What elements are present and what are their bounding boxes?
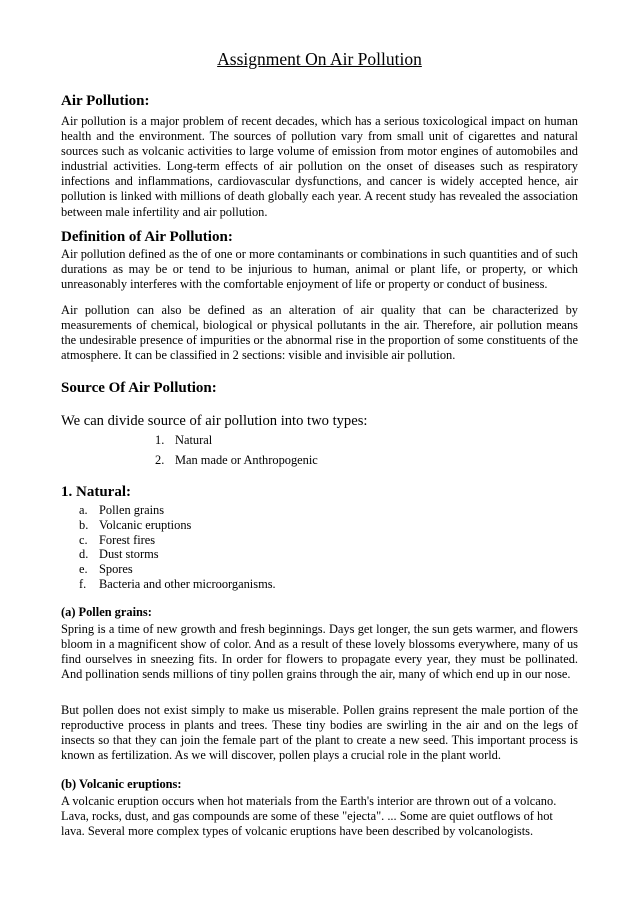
list-item: c. Forest fires	[79, 532, 156, 547]
heading-pollen-grains: (a) Pollen grains:	[61, 605, 152, 619]
heading-natural: 1. Natural:	[61, 484, 131, 500]
heading-air-pollution: Air Pollution:	[61, 93, 150, 109]
list-item: e. Spores	[79, 562, 133, 577]
natural-sources-list	[79, 503, 276, 592]
paragraph-pollen-1: Spring is a time of new growth and fresh beginnings. Days get longer, the sun gets warmer, and flowers bloom in a magnificent show of color. And as a result of these lovely blossoms everywhere, many of us find ourselves in sneezing fits. In order for flowers to propagate every year, they must be pollinated. And pollination sends millions of tiny pollen grains through the air, many of which end up in our nose.	[61, 622, 578, 682]
paragraph-definition-1: Air pollution defined as the of one or more contaminants or combinations in such quantities and of such durations as may be or tend to be injurious to human, animal or plant life, or property, or which unreasonably interferes with the comfortable enjoyment of life or property or conduct of business.	[61, 247, 578, 292]
source-lead-text: We can divide source of air pollution into two types:	[61, 413, 368, 429]
heading-source: Source Of Air Pollution:	[61, 380, 217, 396]
list-item: 2. Man made or Anthropogenic	[155, 453, 318, 467]
heading-volcanic-eruptions: (b) Volcanic eruptions:	[61, 777, 182, 791]
paragraph-volcanic: A volcanic eruption occurs when hot materials from the Earth's interior are thrown out of a volcano. Lava, rocks, dust, and gas compounds are some of these "ejecta". ... Some are quiet outflows of hot lava. Several more complex types of volcanic eruptions have been described by volcanologists.	[61, 794, 557, 839]
document-title: Assignment On Air Pollution	[217, 49, 422, 69]
list-item: a. Pollen grains	[79, 503, 165, 517]
list-item: d. Dust storms	[79, 547, 159, 562]
paragraph-air-pollution: Air pollution is a major problem of recent decades, which has a serious toxicological impact on human health and the environment. The sources of pollution vary from small unit of cigarettes and natural sources such as volcanic activities to large volume of emission from motor engines of automobiles and industrial activities. Long-term effects of air pollution on the onset of diseases such as respiratory infections and inflammations, cardiovascular dysfunctions, and cancer is widely accepted hence, air pollution is linked with millions of death globally each year. A recent study has revealed the association between male infertility and air pollution.	[61, 114, 578, 219]
list-item: f. Bacteria and other microorganisms.	[79, 576, 276, 591]
source-types-list	[155, 432, 318, 472]
paragraph-definition-2: Air pollution can also be defined as an alteration of air quality that can be characterized by measurements of chemical, biological or physical pollutants in the air. Therefore, air pollution means the undesirable presence of impurities or the abnormal rise in the proportion of some constituents of the atmosphere. It can be classified in 2 sections: visible and invisible air pollution.	[61, 303, 578, 363]
paragraph-pollen-2: But pollen does not exist simply to make us miserable. Pollen grains represent the male portion of the reproductive process in plants and trees. These tiny bodies are swirling in the air and on the legs of insects so that they can join the female part of the plant to create a new seed. This important process is known as fertilization. As we will discover, pollen plays a crucial role in the plant world.	[61, 703, 578, 763]
list-item: b. Volcanic eruptions	[79, 517, 192, 532]
heading-definition: Definition of Air Pollution:	[61, 229, 233, 245]
list-item: 1. Natural	[155, 433, 213, 447]
